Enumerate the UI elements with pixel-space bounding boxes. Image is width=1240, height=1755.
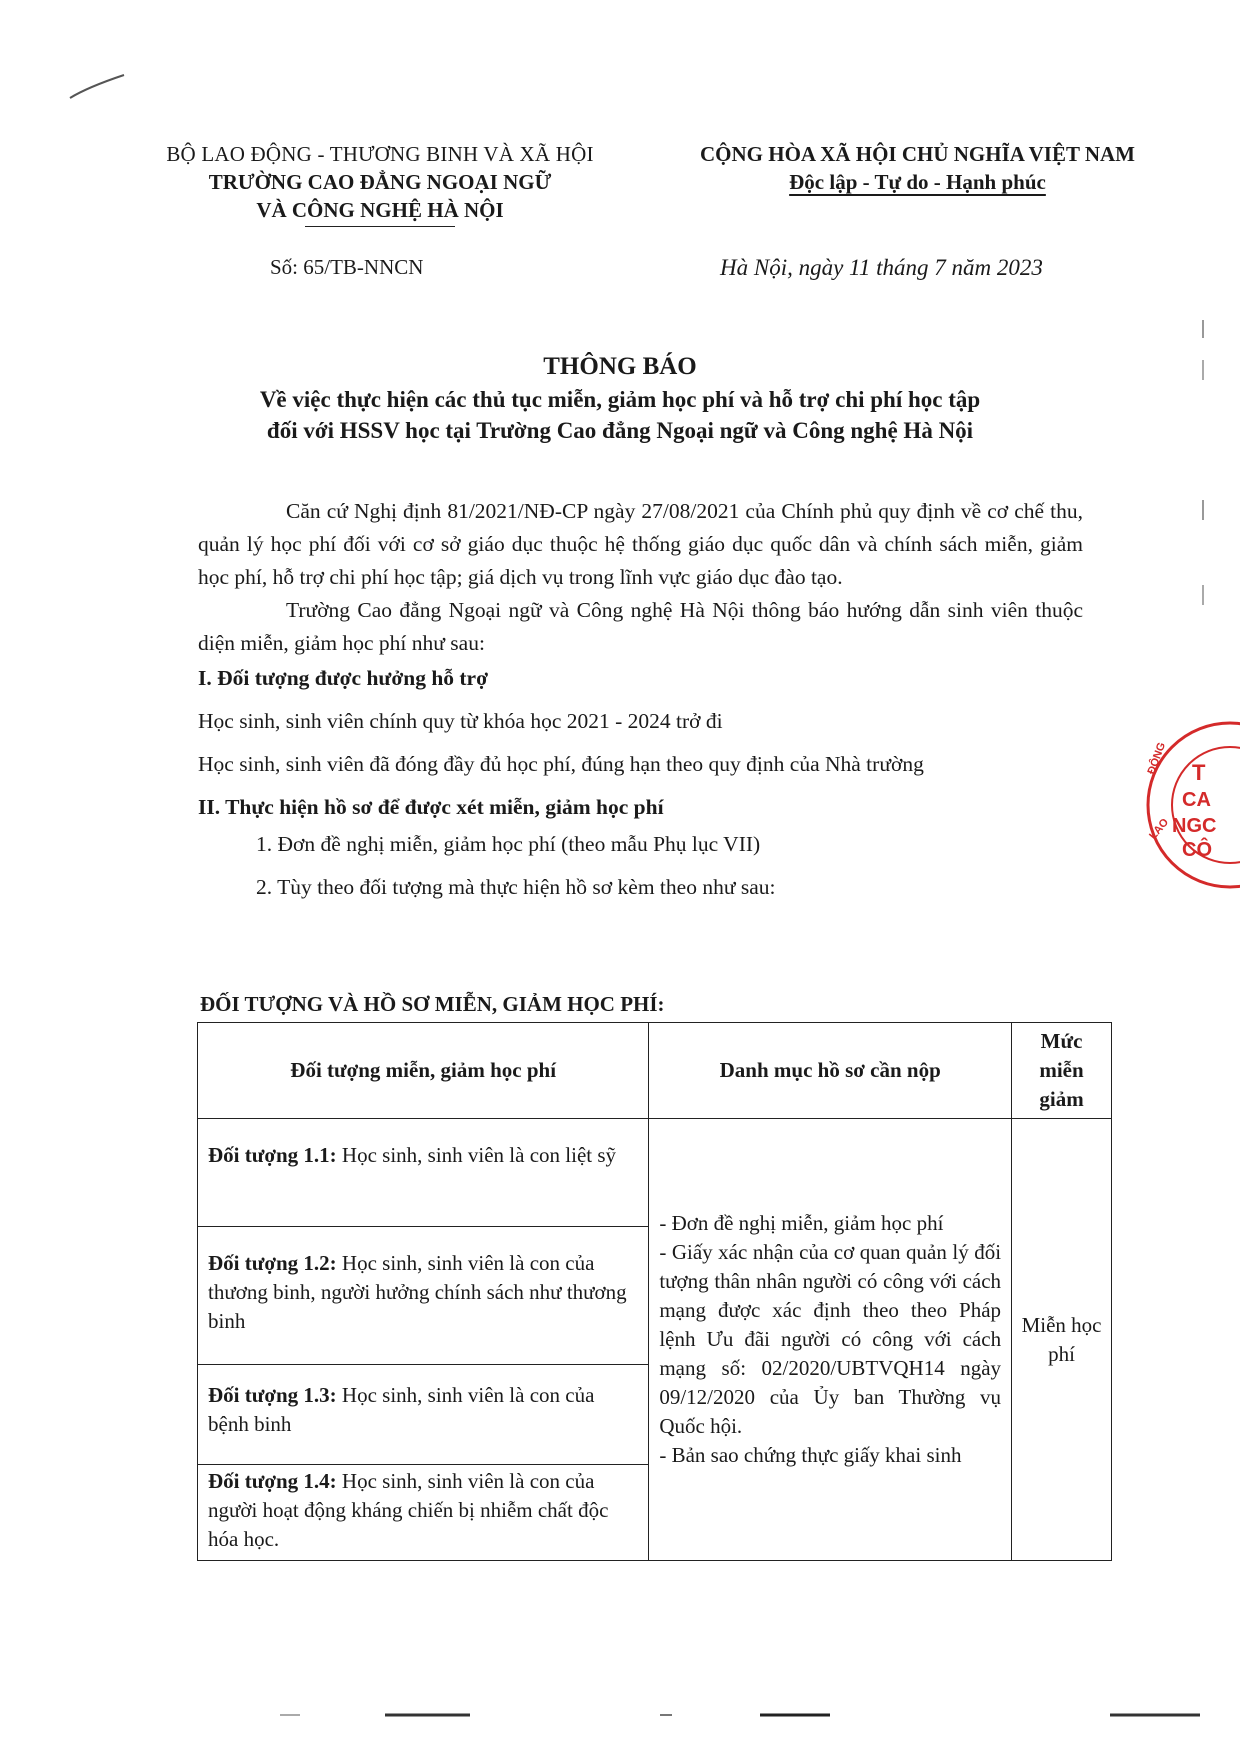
section2-heading: II. Thực hiện hồ sơ để được xét miễn, giảm học phí (198, 795, 664, 819)
announcement-paragraph: Trường Cao đẳng Ngoại ngữ và Công nghệ Hà Nội thông báo hướng dẫn sinh viên thuộc diện miễn, giảm học phí như sau: (198, 598, 1083, 655)
national-motto: Độc lập - Tự do - Hạnh phúc (789, 170, 1046, 194)
table-heading: ĐỐI TƯỢNG VÀ HỒ SƠ MIỄN, GIẢM HỌC PHÍ: (200, 992, 665, 1016)
document-item-2: - Giấy xác nhận của cơ quan quản lý đối tượng thân nhân người có công với cách mạng được xác định theo theo Pháp lệnh Ưu đãi người có công với cách mạng số: 02/2020/UBTVQH14 ngày 09/12/2020 của Ủy ban Thường vụ Quốc hội. (659, 1240, 1002, 1438)
table-row (198, 1119, 1112, 1227)
beneficiary-text: Học sinh, sinh viên là con của bệnh binh (208, 1383, 595, 1436)
stamp-text-4: CÔ (1182, 839, 1212, 861)
section1-item1: Học sinh, sinh viên chính quy từ khóa học 2021 - 2024 trở đi (198, 709, 723, 733)
ministry-name: BỘ LAO ĐỘNG - THƯƠNG BINH VÀ XÃ HỘI (166, 142, 594, 166)
exemption-level-cell: Miễn học phí (1012, 1119, 1112, 1561)
beneficiary-text: Học sinh, sinh viên là con của người hoạt động kháng chiến bị nhiễm chất độc hóa học. (208, 1469, 609, 1551)
title-subject-line2: đối với HSSV học tại Trường Cao đẳng Ngoại ngữ và Công nghệ Hà Nội (266, 418, 974, 443)
header-divider (305, 226, 455, 227)
beneficiary-cell (198, 1119, 649, 1227)
official-seal-stamp (1110, 720, 1240, 890)
beneficiary-cell (198, 1365, 649, 1465)
scan-bottom-marks (0, 1705, 1240, 1725)
beneficiary-label: Đối tượng 1.1: (208, 1143, 337, 1167)
document-item-3: - Bản sao chứng thực giấy khai sinh (659, 1443, 962, 1467)
document-item-1: - Đơn đề nghị miễn, giảm học phí (659, 1211, 944, 1235)
stamp-text-2: CA (1182, 789, 1211, 811)
pen-stroke-mark (68, 72, 128, 102)
notice-body (198, 495, 1083, 904)
table-header-row (198, 1023, 1112, 1119)
school-name-line2: VÀ CÔNG NGHỆ HÀ NỘI (256, 198, 504, 222)
title-main: THÔNG BÁO (543, 353, 697, 380)
document-number: Số: 65/TB-NNCN (270, 255, 424, 279)
scan-edge-marks (1195, 310, 1215, 610)
notice-title (130, 350, 1110, 446)
requirement-item2: 2. Tùy theo đối tượng mà thực hiện hồ sơ kèm theo như sau: (256, 875, 776, 899)
column-header-exemption-level: Mức miễn giảm (1012, 1023, 1112, 1119)
issuing-authority (110, 140, 650, 227)
beneficiary-label: Đối tượng 1.4: (208, 1469, 337, 1493)
stamp-text-5: ĐỘNG (1145, 740, 1169, 777)
beneficiary-cell (198, 1465, 649, 1561)
stamp-text-6: LAO (1147, 816, 1172, 842)
title-subject-line1: Về việc thực hiện các thủ tục miễn, giảm học phí và hỗ trợ chi phí học tập (259, 387, 981, 412)
document-date: Hà Nội, ngày 11 tháng 7 năm 2023 (720, 255, 1043, 280)
beneficiary-text: Học sinh, sinh viên là con của thương binh, người hưởng chính sách như thương binh (208, 1251, 627, 1333)
national-header (640, 140, 1195, 196)
requirement-item1: 1. Đơn đề nghị miễn, giảm học phí (theo mẫu Phụ lục VII) (256, 832, 761, 856)
nation-name: CỘNG HÒA XÃ HỘI CHỦ NGHĨA VIỆT NAM (699, 142, 1136, 166)
legal-basis-paragraph: Căn cứ Nghị định 81/2021/NĐ-CP ngày 27/08/2021 của Chính phủ quy định về cơ chế thu, quản lý học phí đối với cơ sở giáo dục thuộc hệ thống giáo dục quốc dân và chính sách miễn, giảm học phí, hỗ trợ chi phí học tập; giá dịch vụ trong lĩnh vực giáo dục đào tạo. (198, 499, 1083, 589)
section1-item2: Học sinh, sinh viên đã đóng đầy đủ học phí, đúng hạn theo quy định của Nhà trường (198, 752, 924, 776)
required-documents-cell (649, 1119, 1012, 1561)
column-header-documents: Danh mục hồ sơ cần nộp (649, 1023, 1012, 1119)
column-header-beneficiary: Đối tượng miễn, giảm học phí (198, 1023, 649, 1119)
stamp-text-3: NGC (1172, 815, 1217, 837)
section1-heading: I. Đối tượng được hưởng hỗ trợ (198, 666, 489, 690)
beneficiary-cell (198, 1227, 649, 1365)
beneficiary-label: Đối tượng 1.3: (208, 1383, 337, 1407)
fee-exemption-table (197, 1022, 1112, 1561)
school-name-line1: TRƯỜNG CAO ĐẲNG NGOẠI NGỮ (208, 170, 552, 194)
beneficiary-label: Đối tượng 1.2: (208, 1251, 337, 1275)
stamp-text-1: T (1192, 760, 1206, 785)
beneficiary-text: Học sinh, sinh viên là con liệt sỹ (336, 1143, 617, 1167)
